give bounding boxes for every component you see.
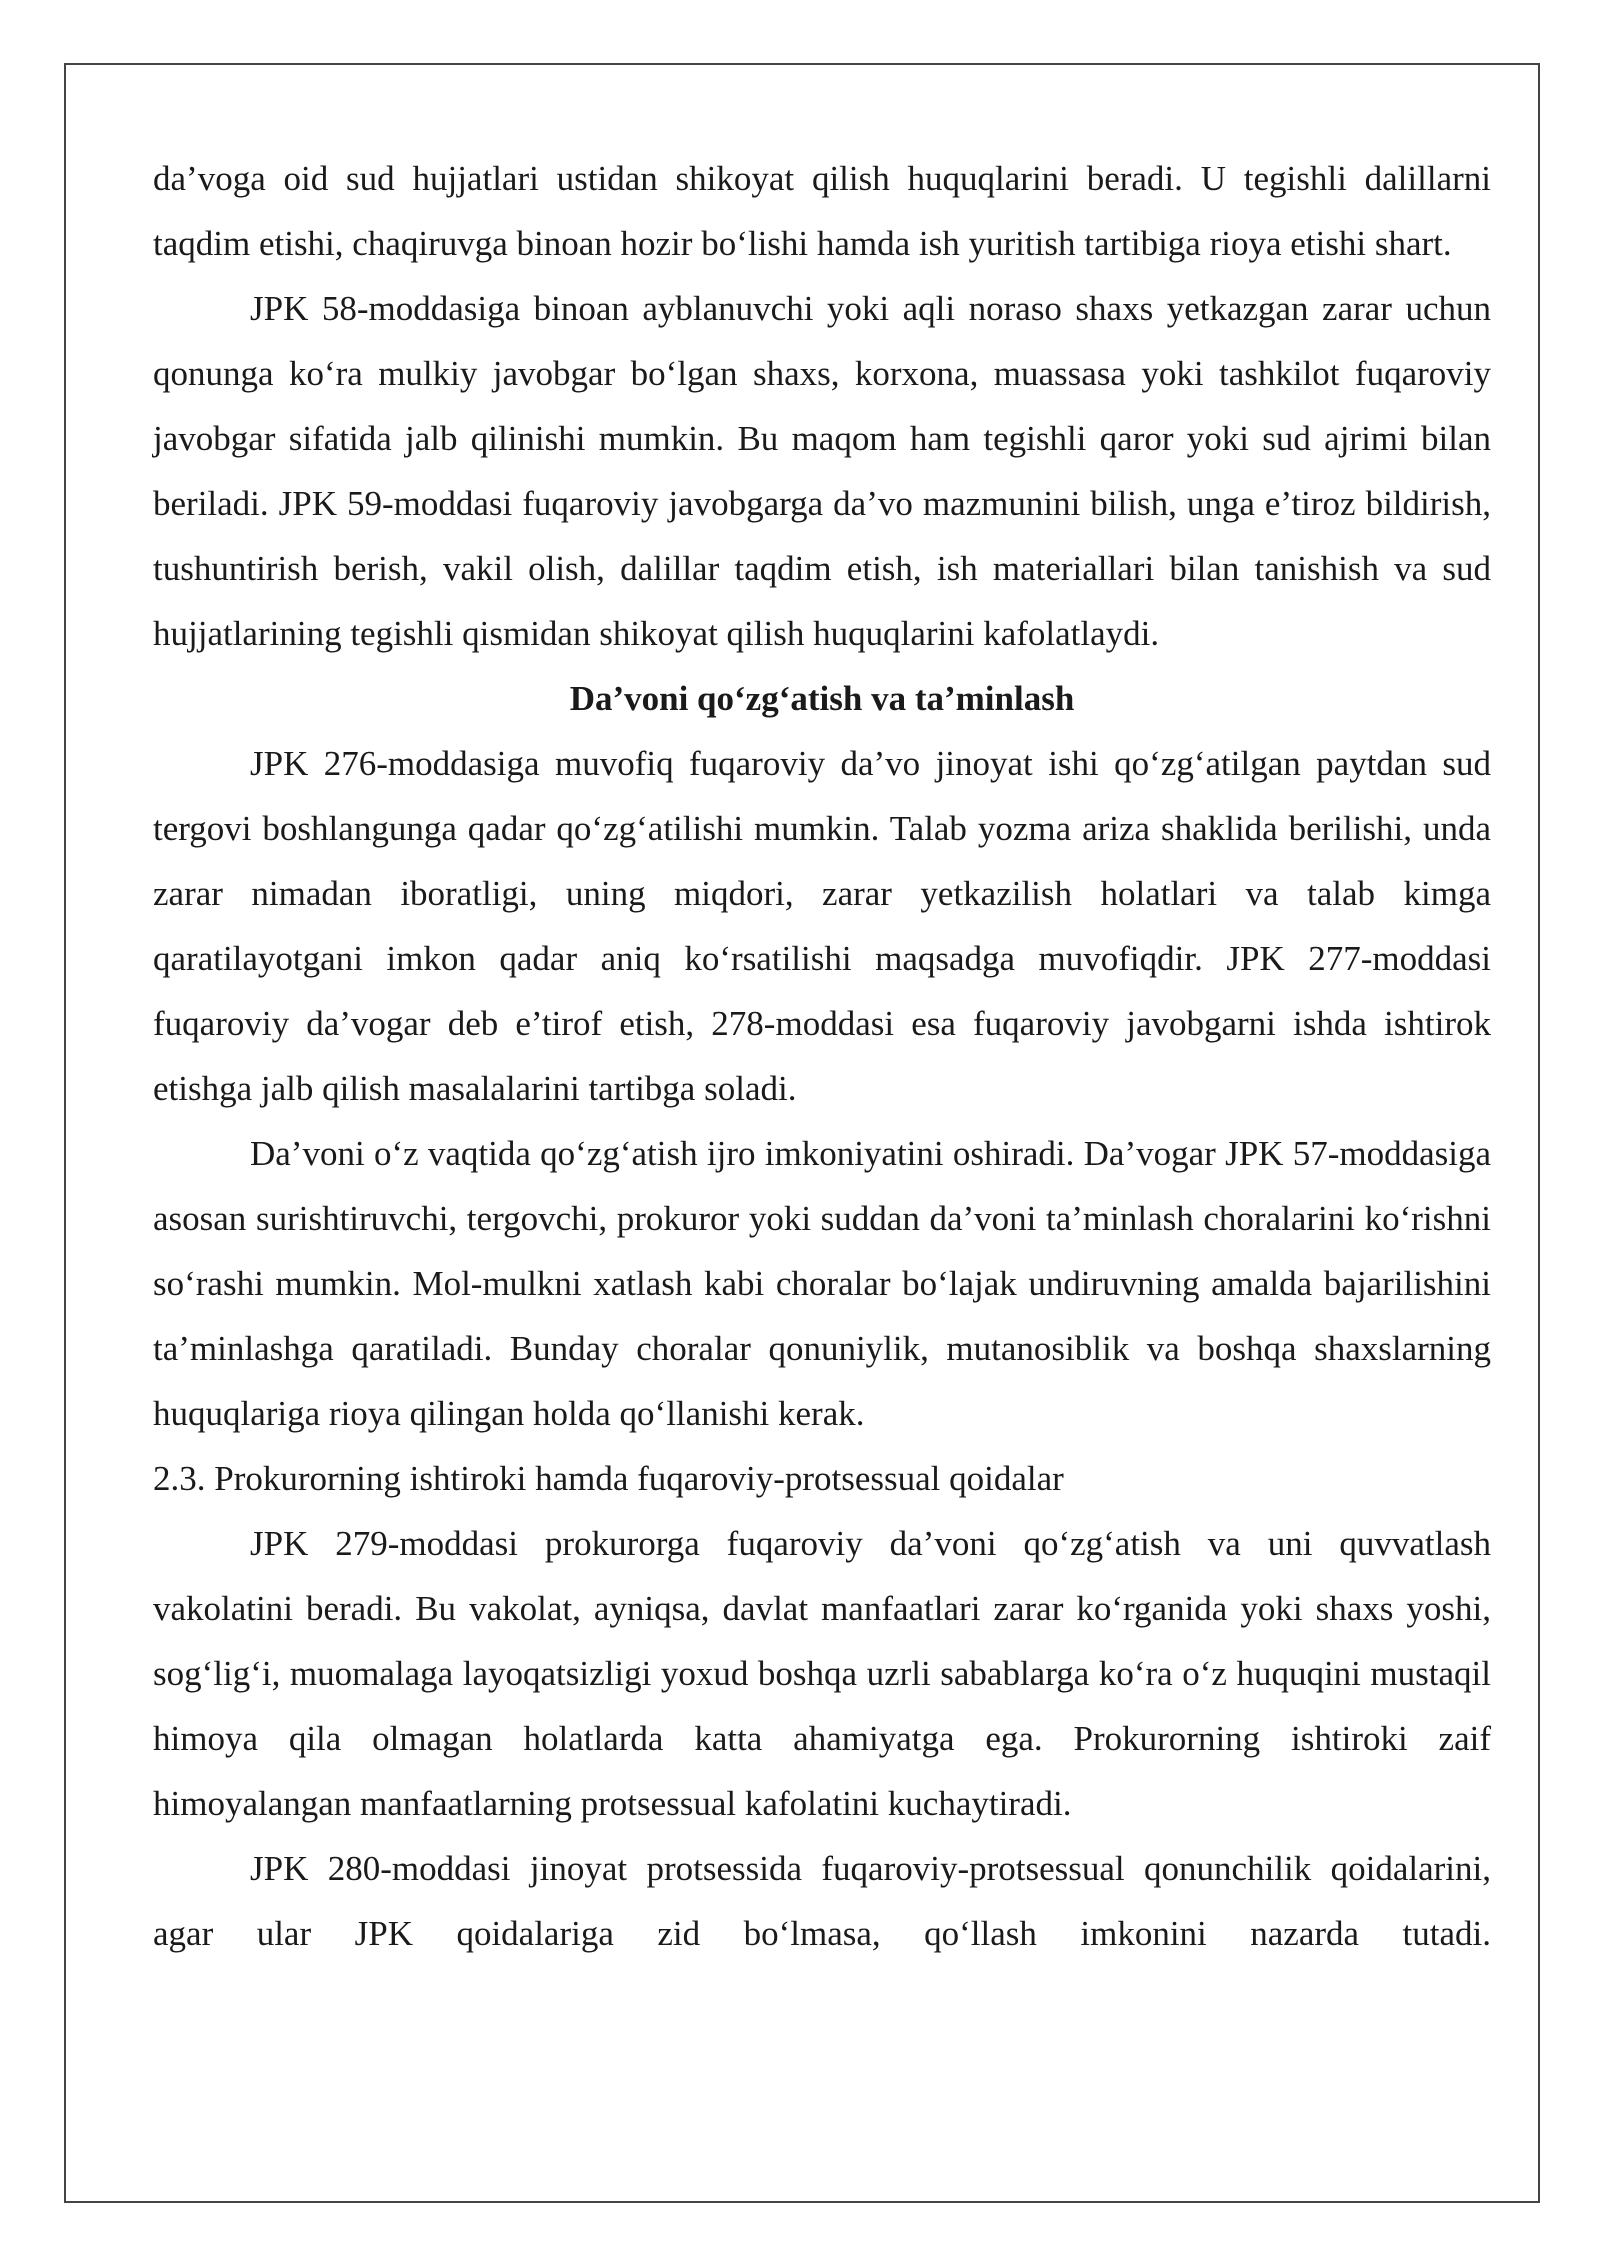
subsection-heading: 2.3. Prokurorning ishtiroki hamda fuqaroviy-protsessual qoidalar <box>153 1459 1064 1498</box>
paragraph-3: JPK 276-moddasiga muvofiq fuqaroviy da’vo jinoyat ishi qo‘zg‘atilgan paytdan sud tergovi boshlangunga qadar qo‘zg‘atilishi mumkin. Talab yozma ariza shaklida berilishi, unda zarar nimadan iboratligi, uning miqdori, zarar yetkazilish holatlari va talab kimga qaratilayotgani imkon qadar aniq ko‘rsatilishi maqsadga muvofiqdir. JPK 277-moddasi fuqaroviy da’vogar deb e’tirof etish, 278-moddasi esa fuqaroviy javobgarni ishda ishtirok etishga jalb qilish masalalarini tartibga soladi. <box>153 744 1491 1108</box>
section-heading: Da’voni qo‘zg‘atish va ta’minlash <box>569 679 1075 718</box>
paragraph-2: JPK 58-moddasiga binoan ayblanuvchi yoki aqli noraso shaxs yetkazgan zarar uchun qonunga ko‘ra mulkiy javobgar bo‘lgan shaxs, korxona, muassasa yoki tashkilot fuqaroviy javobgar sifatida jalb qilinishi mumkin. Bu maqom ham tegishli qaror yoki sud ajrimi bilan beriladi. JPK 59-moddasi fuqaroviy javobgarga da’vo mazmunini bilish, unga e’tiroz bildirish, tushuntirish berish, vakil olish, dalillar taqdim etish, ish materiallari bilan tanishish va sud hujjatlarining tegishli qismidan shikoyat qilish huquqlarini kafolatlaydi. <box>153 289 1491 653</box>
paragraph-6: JPK 280-moddasi jinoyat protsessida fuqaroviy-protsessual qonunchilik qoidalarini, agar ular JPK qoidalariga zid bo‘lmasa, qo‘llash imkonini nazarda tutadi. <box>153 1849 1491 1953</box>
paragraph-5: JPK 279-moddasi prokurorga fuqaroviy da’voni qo‘zg‘atish va uni quvvatlash vakolatini beradi. Bu vakolat, ayniqsa, davlat manfaatlari zarar ko‘rganida yoki shaxs yoshi, sog‘lig‘i, muomalaga layoqatsizligi yoxud boshqa uzrli sabablarga ko‘ra o‘z huquqini mustaqil himoya qila olmagan holatlarda katta ahamiyatga ega. Prokurorning ishtiroki zaif himoyalangan manfaatlarning protsessual kafolatini kuchaytiradi. <box>153 1524 1491 1823</box>
document-body <box>153 146 1491 1966</box>
paragraph-1: da’voga oid sud hujjatlari ustidan shikoyat qilish huquqlarini beradi. U tegishli dalillarni taqdim etishi, chaqiruvga binoan hozir bo‘lishi hamda ish yuritish tartibiga rioya etishi shart. <box>153 159 1491 263</box>
paragraph-4: Da’voni o‘z vaqtida qo‘zg‘atish ijro imkoniyatini oshiradi. Da’vogar JPK 57-moddasiga asosan surishtiruvchi, tergovchi, prokuror yoki suddan da’voni ta’minlash choralarini ko‘rishni so‘rashi mumkin. Mol-mulkni xatlash kabi choralar bo‘lajak undiruvning amalda bajarilishini ta’minlashga qaratiladi. Bunday choralar qonuniylik, mutanosiblik va boshqa shaxslarning huquqlariga rioya qilingan holda qo‘llanishi kerak. <box>153 1134 1491 1433</box>
